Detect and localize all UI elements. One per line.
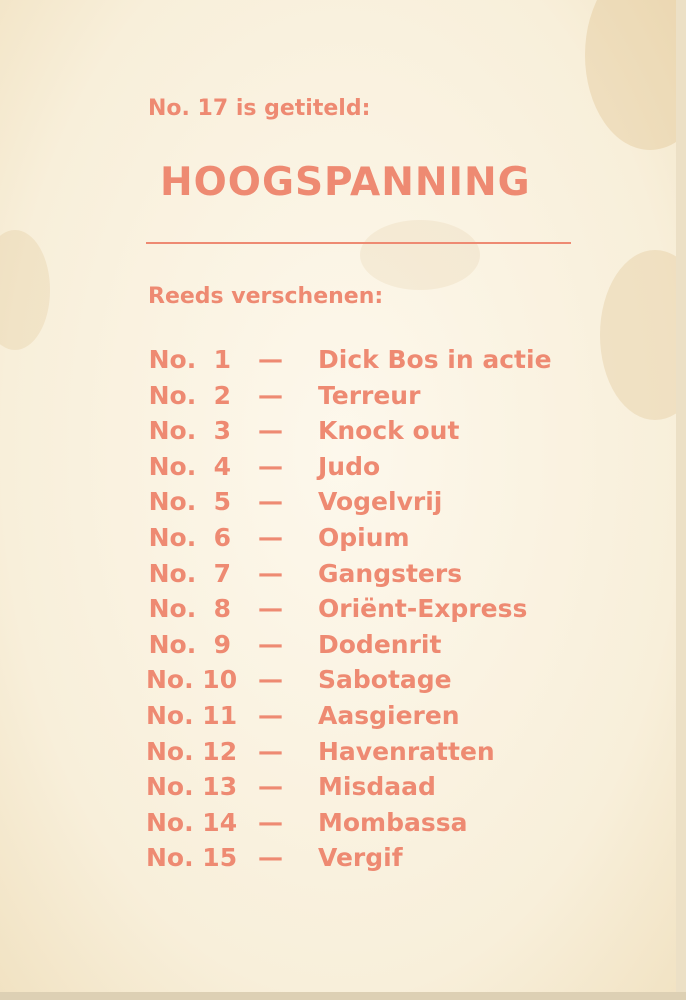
issue-title: Dick Bos in actie <box>318 345 552 374</box>
dash-separator: — <box>258 558 283 588</box>
issue-number: No. 3 <box>148 416 231 446</box>
issue-number: No. 7 <box>148 558 231 588</box>
issue-title: Opium <box>318 522 410 552</box>
dash-separator: — <box>258 345 283 374</box>
issue-number: No. 12 <box>146 736 238 766</box>
issue-title: Knock out <box>318 416 460 446</box>
issue-title: Misdaad <box>318 772 436 802</box>
water-stain <box>360 220 480 290</box>
issue-title: Havenratten <box>318 736 495 766</box>
list-item <box>146 484 616 520</box>
issue-title: Oriënt-Express <box>318 594 528 624</box>
next-issue-title: HOOGSPANNING <box>160 160 531 205</box>
list-item <box>146 840 616 876</box>
issue-number: No. 14 <box>146 807 238 837</box>
issue-title: Aasgieren <box>318 700 460 730</box>
list-item <box>146 734 616 770</box>
list-item <box>146 342 616 378</box>
dash-separator: — <box>258 807 283 837</box>
issue-number: No. 2 <box>148 380 231 410</box>
issue-number: No. 5 <box>148 487 231 517</box>
issue-number: No. 6 <box>148 522 231 552</box>
issue-number: No. 15 <box>146 843 238 873</box>
list-item <box>146 662 616 698</box>
dash-separator: — <box>258 487 283 517</box>
list-item <box>146 698 616 734</box>
issue-number: No. 1 <box>148 345 231 374</box>
page-edge <box>0 992 686 1000</box>
dash-separator: — <box>258 380 283 410</box>
issue-title: Judo <box>318 451 381 481</box>
dash-separator: — <box>258 665 283 695</box>
issue-title: Terreur <box>318 380 421 410</box>
dash-separator: — <box>258 736 283 766</box>
issue-number: No. 8 <box>148 594 231 624</box>
divider-line <box>146 242 571 244</box>
issue-number: No. 10 <box>146 665 238 695</box>
issue-number: No. 11 <box>146 700 238 730</box>
list-item <box>146 556 616 592</box>
page-edge <box>676 0 686 1000</box>
issue-title: Gangsters <box>318 558 463 588</box>
list-item <box>146 591 616 627</box>
issue-number: No. 13 <box>146 772 238 802</box>
dash-separator: — <box>258 772 283 802</box>
dash-separator: — <box>258 594 283 624</box>
list-item <box>146 449 616 485</box>
water-stain <box>0 230 50 350</box>
published-heading: Reeds verschenen: <box>148 284 384 309</box>
issue-title: Vergif <box>318 843 403 873</box>
issue-number: No. 4 <box>148 451 231 481</box>
dash-separator: — <box>258 522 283 552</box>
list-item <box>146 413 616 449</box>
dash-separator: — <box>258 451 283 481</box>
list-item <box>146 627 616 663</box>
list-item <box>146 378 616 414</box>
issue-title: Mombassa <box>318 807 468 837</box>
dash-separator: — <box>258 416 283 446</box>
list-item <box>146 769 616 805</box>
water-stain <box>585 0 686 150</box>
issue-number: No. 9 <box>148 629 231 659</box>
next-issue-intro: No. 17 is getiteld: <box>148 96 371 121</box>
list-item <box>146 520 616 556</box>
dash-separator: — <box>258 700 283 730</box>
issue-list <box>146 342 616 876</box>
dash-separator: — <box>258 843 283 873</box>
issue-title: Dodenrit <box>318 629 442 659</box>
issue-title: Vogelvrij <box>318 487 443 517</box>
issue-title: Sabotage <box>318 665 452 695</box>
dash-separator: — <box>258 629 283 659</box>
list-item <box>146 805 616 841</box>
